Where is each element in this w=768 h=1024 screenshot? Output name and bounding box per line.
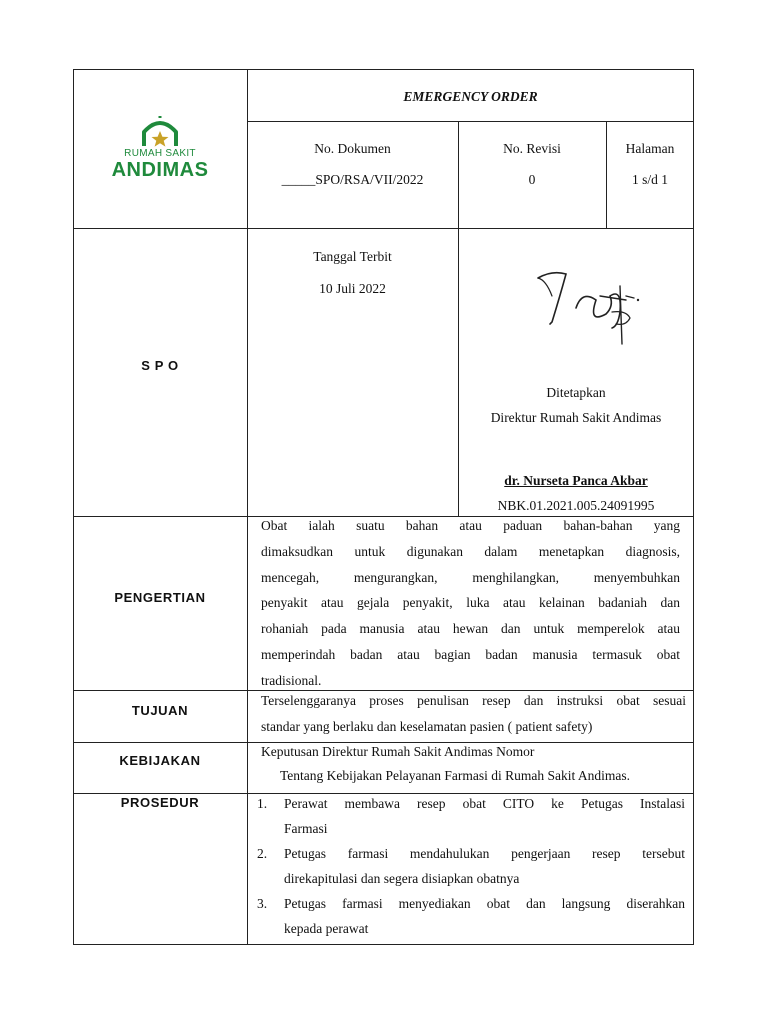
revision-value: 0: [528, 172, 536, 187]
step-number: 1.: [257, 796, 268, 811]
procedure-step: [257, 792, 685, 842]
step-line: Farmasi: [284, 820, 328, 836]
pengertian-line: rohaniah pada manusia atau hewan dan untuk memperelok atau: [261, 621, 680, 637]
logo-line2: ANDIMAS: [111, 159, 209, 181]
tujuan-line: Terselenggaranya proses penulisan resep dan instruksi obat sesuai: [261, 693, 686, 708]
tujuan-line: standar yang berlaku dan keselamatan pasien ( patient safety): [261, 718, 593, 734]
pengertian-line: Obat ialah suatu bahan atau paduan bahan-bahan yang: [261, 518, 680, 533]
procedure-step: [257, 892, 685, 942]
kebijakan-line1: Keputusan Direktur Rumah Sakit Andimas Nomor: [261, 744, 535, 759]
document-title: EMERGENCY ORDER: [403, 89, 538, 104]
kebijakan-line2: Tentang Kebijakan Pelayanan Farmasi di Rumah Sakit Andimas.: [280, 768, 630, 783]
pengertian-label: PENGERTIAN: [114, 590, 206, 605]
tujuan-text: [261, 688, 686, 740]
hospital-logo: [104, 116, 216, 188]
pengertian-line: memperindah badan atau bagian badan manusia termasuk obat: [261, 646, 680, 662]
tujuan-bottom-divider: [73, 742, 694, 743]
revision-label: No. Revisi: [503, 141, 561, 156]
pengertian-line: tradisional.: [261, 672, 322, 688]
issue-date-label: Tanggal Terbit: [313, 249, 392, 264]
director-signature: [530, 266, 650, 346]
kebijakan-label: KEBIJAKAN: [119, 753, 201, 768]
prosedur-label: PROSEDUR: [120, 795, 200, 810]
header-bottom-divider: [73, 228, 694, 229]
step-line: direkapitulasi dan segera disiapkan obatnya: [284, 870, 520, 886]
doc-number-label: No. Dokumen: [314, 141, 391, 156]
page-label: Halaman: [625, 141, 675, 156]
step-line: kepada perawat: [284, 920, 369, 936]
step-line: Perawat membawa resep obat CITO ke Petugas Instalasi: [284, 796, 685, 811]
step-number: 3.: [257, 896, 268, 911]
set-by-label: Ditetapkan: [546, 385, 606, 400]
pengertian-line: penyakit atau gejala penyakit, luka atau kelainan badaniah dan: [261, 595, 680, 611]
logo-line1: RUMAH SAKIT: [124, 148, 196, 159]
director-title: Direktur Rumah Sakit Andimas: [490, 410, 662, 425]
pengertian-line: mencegah, mengurangkan, menghilangkan, menyembuhkan: [261, 569, 680, 585]
pengertian-line: dimaksudkan untuk digunakan dalam menetapkan diagnosis,: [261, 543, 680, 559]
director-nbk: NBK.01.2021.005.24091995: [497, 498, 655, 513]
pengertian-text: [261, 513, 680, 694]
page-value: 1 s/d 1: [631, 172, 668, 187]
step-number: 2.: [257, 846, 268, 861]
label-column-divider: [247, 69, 248, 945]
director-name: dr. Nurseta Panca Akbar: [504, 473, 648, 488]
doc-number-value: _____SPO/RSA/VII/2022: [281, 172, 424, 187]
title-divider: [247, 121, 694, 122]
spo-label: S P O: [141, 358, 179, 373]
step-line: Petugas farmasi menyediakan obat dan langsung diserahkan: [284, 896, 685, 911]
tujuan-label: TUJUAN: [131, 703, 189, 718]
step-line: Petugas farmasi mendahulukan pengerjaan resep tersebut: [284, 846, 685, 861]
issue-date-value: 10 Juli 2022: [319, 281, 386, 296]
procedure-step: [257, 842, 685, 892]
